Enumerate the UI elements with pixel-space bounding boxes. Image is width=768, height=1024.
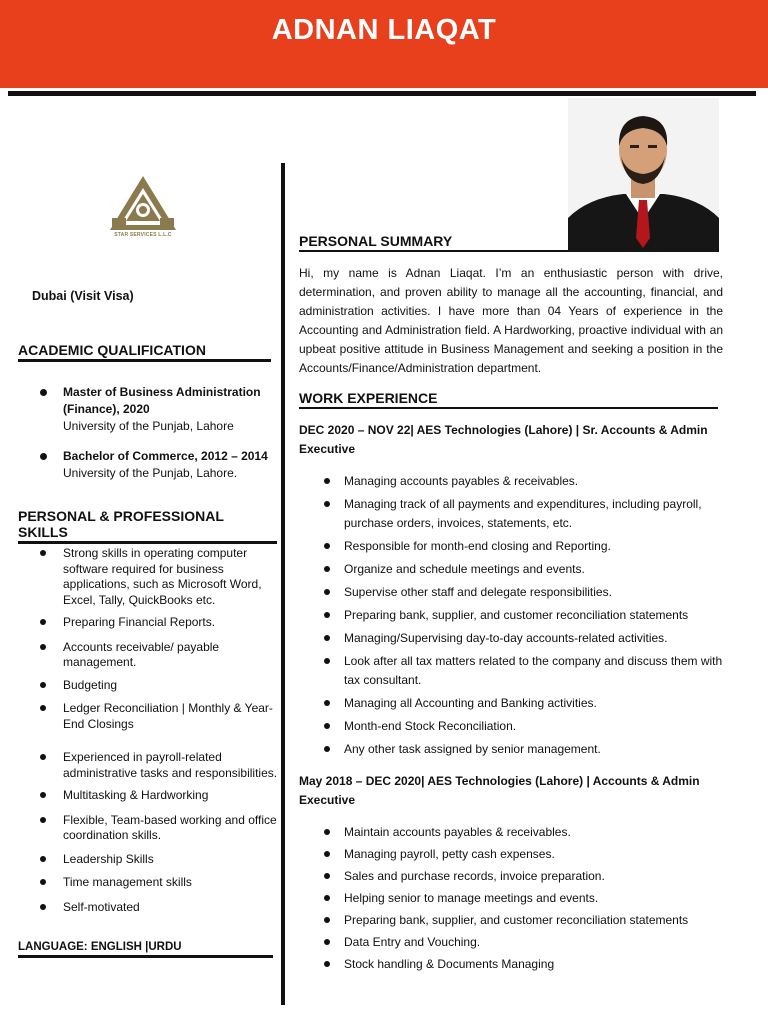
skill-item: Accounts receivable/ payable management. [38,640,278,671]
triangle-logo-icon [108,174,178,250]
duty-item: Data Entry and Vouching. [320,933,730,952]
skill-item: Multitasking & Hardworking [38,788,278,804]
duty-item: Organize and schedule meetings and events. [320,560,730,579]
summary-title: PERSONAL SUMMARY [299,233,568,252]
location: Dubai (Visit Visa) [32,289,134,303]
duty-item: Maintain accounts payables & receivables. [320,823,730,842]
skill-item: Budgeting [38,678,278,694]
job-heading: May 2018 – DEC 2020| AES Technologies (Lahore) | Accounts & Admin Executive [299,774,700,807]
education-degree: Bachelor of Commerce, 2012 – 2014 [63,449,268,463]
skill-item: Experienced in payroll-related administrative tasks and responsibilities. [38,750,278,781]
duty-item: Managing accounts payables & receivables. [320,472,730,491]
profile-photo [568,98,719,252]
duty-item: Managing track of all payments and expenditures, including payroll, purchase orders, invoices, statements, etc. [320,495,730,533]
duty-item: Stock handling & Documents Managing [320,955,730,974]
duty-item: Preparing bank, supplier, and customer reconciliation statements [320,911,730,930]
duty-item: Managing payroll, petty cash expenses. [320,845,730,864]
skill-item: Flexible, Team-based working and office coordination skills. [38,813,278,844]
duty-item: Managing/Supervising day-to-day accounts-related activities. [320,629,730,648]
header-rule [8,91,756,96]
job-duties [320,472,730,759]
education-item [38,448,278,482]
duty-item: Managing all Accounting and Banking activities. [320,694,730,713]
skill-item: Strong skills in operating computer software required for business applications, such as Microsoft Word, Excel, Tally, QuickBooks etc. [38,546,278,608]
logo-caption: STAR SERVICES L.L.C [114,232,172,238]
skill-item: Time management skills [38,875,278,891]
candidate-name: ADNAN LIAQAT [271,14,497,46]
education-item [38,384,278,435]
education-school: University of the Punjab, Lahore [63,419,234,433]
summary-text: Hi, my name is Adnan Liaqat. I’m an enthusiastic person with drive, determination, and proven ability to manage all the accounting, financial, and administration activities. I have more than 04 Years of experience in the Accounting and Administration field. A Hardworking, proactive individual with an upbeat positive attitude in Business Management and seeking a position in the Accounts/Finance/Administration department. [299,266,723,375]
duty-item: Responsible for month-end closing and Reporting. [320,537,730,556]
duty-item: Helping senior to manage meetings and events. [320,889,730,908]
skill-item: Self-motivated [38,900,278,916]
header-banner [0,0,768,88]
column-divider [281,163,285,1005]
duty-item: Any other task assigned by senior management. [320,740,730,759]
duty-item: Look after all tax matters related to the company and discuss them with tax consultant. [320,652,730,690]
duty-item: Supervise other staff and delegate responsibilities. [320,583,730,602]
skills-list [38,546,278,915]
education-school: University of the Punjab, Lahore. [63,466,238,480]
skills-title: PERSONAL & PROFESSIONAL SKILLS [18,508,277,544]
job-duties [320,823,730,974]
education-degree: Master of Business Administration (Finance), 2020 [63,385,261,416]
duty-item: Preparing bank, supplier, and customer reconciliation statements [320,606,730,625]
skill-item: Preparing Financial Reports. [38,615,278,631]
language-line: LANGUAGE: ENGLISH |URDU [18,941,273,958]
duty-item: Month-end Stock Reconciliation. [320,717,730,736]
academic-title: ACADEMIC QUALIFICATION [18,342,271,362]
work-title: WORK EXPERIENCE [299,390,718,409]
skill-item: Ledger Reconciliation | Monthly & Year-End Closings [38,701,278,732]
job-heading: DEC 2020 – NOV 22| AES Technologies (Lahore) | Sr. Accounts & Admin Executive [299,423,708,456]
skill-item: Leadership Skills [38,852,278,868]
duty-item: Sales and purchase records, invoice preparation. [320,867,730,886]
